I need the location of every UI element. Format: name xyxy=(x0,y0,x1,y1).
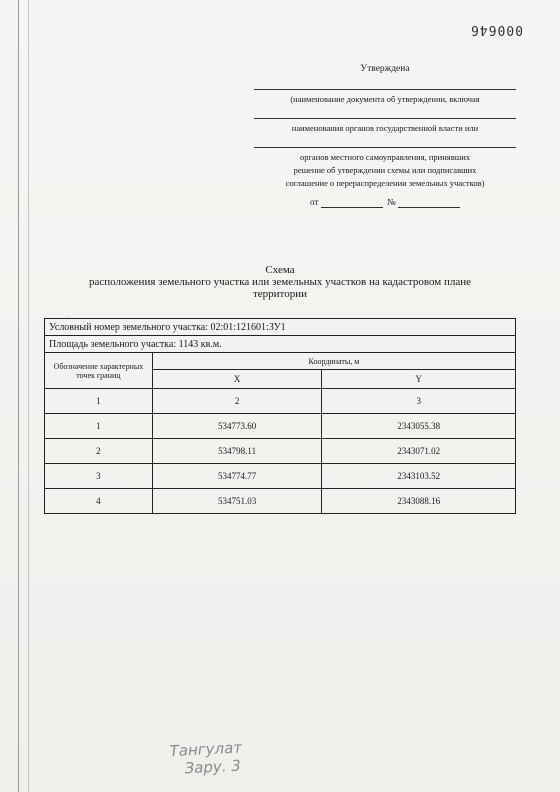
table-row xyxy=(45,439,516,464)
coordinates-table xyxy=(44,318,516,514)
index-row xyxy=(45,389,516,414)
binding-line xyxy=(18,0,19,792)
y-cell: 2343055.38 xyxy=(322,414,516,439)
approval-caption: наименования органов государственной власти или xyxy=(291,123,479,133)
parcel-area: Площадь земельного участка: 1143 кв.м. xyxy=(45,336,516,353)
number-label: № xyxy=(387,197,396,207)
table-row xyxy=(45,414,516,439)
approval-caption: решение об утверждении схемы или подписавших xyxy=(293,165,477,175)
table-row xyxy=(45,464,516,489)
title-line: Схема xyxy=(265,264,295,276)
blank-line xyxy=(254,147,516,148)
handwritten-line: Тангулат xyxy=(169,738,243,761)
date-number-line xyxy=(250,197,520,208)
from-label: от xyxy=(310,197,319,207)
serial-number: 000646 xyxy=(470,22,523,37)
parcel-number: Условный номер земельного участка: 02:01:121601:ЗУ1 xyxy=(45,319,516,336)
handwritten-line: Зару. 3 xyxy=(184,756,242,778)
point-cell: 3 xyxy=(45,464,153,489)
table-cell: 3 xyxy=(322,389,516,414)
approval-block xyxy=(250,64,520,208)
binding-line xyxy=(28,0,29,792)
title-line: расположения земельного участка или земельных участков на кадастровом плане xyxy=(89,276,471,288)
approval-caption: (наименование документа об утверждении, включая xyxy=(290,94,480,104)
table-cell: 1 xyxy=(45,389,153,414)
y-cell: 2343071.02 xyxy=(322,439,516,464)
y-column-header: Y xyxy=(322,370,516,389)
table-row xyxy=(45,489,516,514)
approval-caption: органов местного самоуправления, принявших xyxy=(299,152,471,162)
x-cell: 534774.77 xyxy=(152,464,322,489)
y-cell: 2343088.16 xyxy=(322,489,516,514)
handwritten-note xyxy=(169,734,331,778)
point-column-header: Обозначение характерных точек границ xyxy=(45,353,153,389)
point-cell: 2 xyxy=(45,439,153,464)
blank-line xyxy=(254,89,516,90)
approval-heading: Утверждена xyxy=(360,64,410,74)
x-cell: 534773.60 xyxy=(152,414,322,439)
date-blank xyxy=(321,207,383,208)
blank-line xyxy=(254,118,516,119)
x-cell: 534751.03 xyxy=(152,489,322,514)
x-cell: 534798.11 xyxy=(152,439,322,464)
number-blank xyxy=(398,207,460,208)
table-cell: 2 xyxy=(152,389,322,414)
approval-caption: соглашение о перераспределении земельных участков) xyxy=(285,178,485,188)
x-column-header: X xyxy=(152,370,322,389)
document-title xyxy=(60,264,500,300)
y-cell: 2343103.52 xyxy=(322,464,516,489)
point-cell: 1 xyxy=(45,414,153,439)
coordinates-header: Координаты, м xyxy=(152,353,515,370)
title-line: территории xyxy=(252,288,307,300)
point-cell: 4 xyxy=(45,489,153,514)
